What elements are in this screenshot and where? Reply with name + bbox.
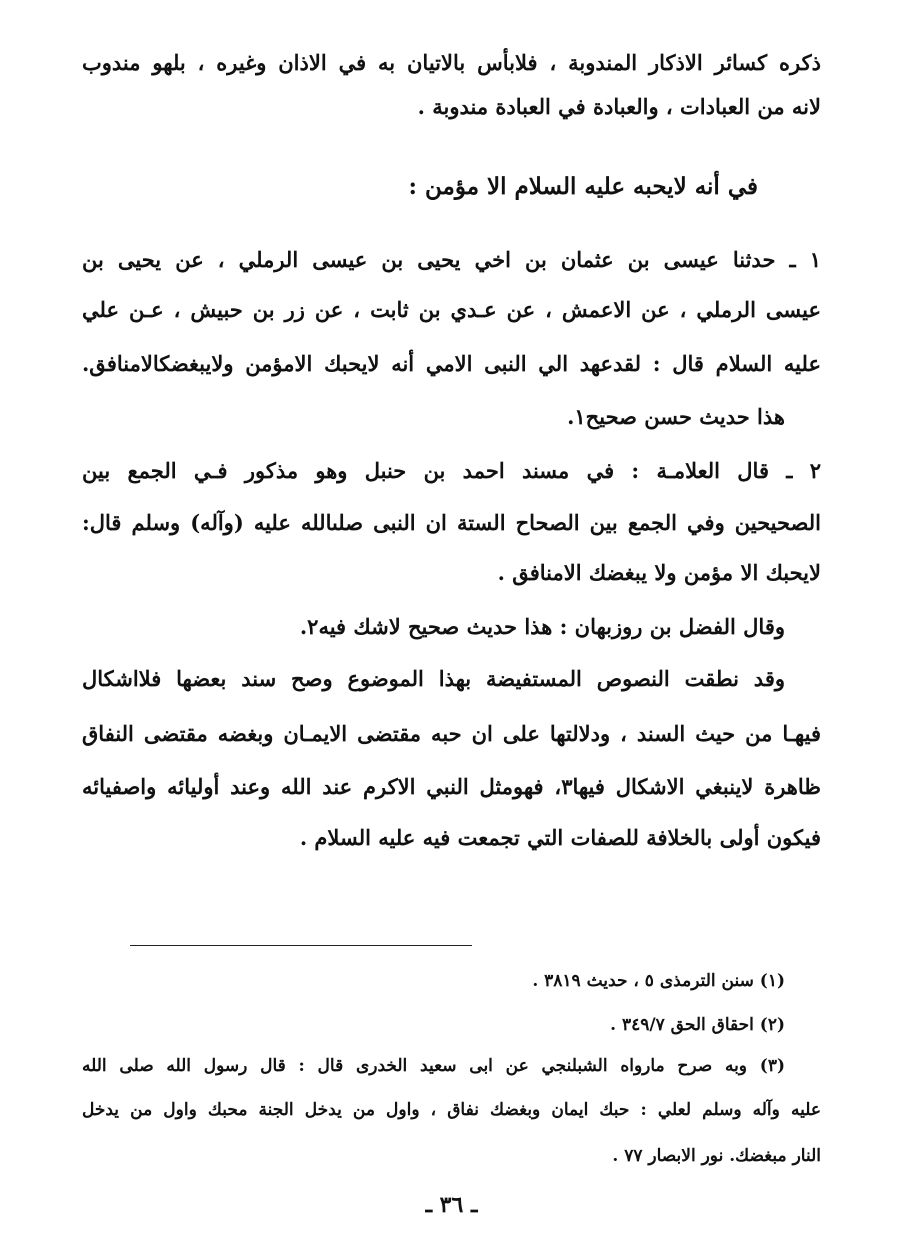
hadith1-line-2: عيسى الرملي ، عن الاعمش ، عن عـدي بن ثابت ، عن زر بن حبيش ، عـن علي (82, 297, 821, 322)
hadith1-line-4: هذا حديث حسن صحيح١. (567, 404, 785, 429)
footnote-1: (١) سنن الترمذى ٥ ، حديث ٣٨١٩ . (532, 971, 785, 991)
footnote-2: (٢) احقاق الحق ٣٤٩/٧ . (610, 1015, 785, 1035)
page-number: ـ ٣٦ ـ (425, 1192, 478, 1218)
footnote-3-line-1: (٣) وبه صرح مارواه الشبلنجي عن ابى سعيد الخدرى قال : قال رسول الله صلى الله (82, 1056, 785, 1076)
paragraph-line-3: ظاهرة لاينبغي الاشكال فيها٣، فهومثل النبي الاكرم عند الله وعند أوليائه واصفيائه (82, 774, 821, 799)
footnote-3-line-2: عليه وآله وسلم لعلي : حبك ايمان وبغضك نفاق ، واول من يدخل الجنة محبك واول من يدخل (82, 1100, 821, 1120)
intro-line-2: لانه من العبادات ، والعبادة في العبادة مندوبة . (417, 94, 821, 119)
hadith2-line-2: الصحيحين وفي الجمع بين الصحاح الستة ان النبى صلىالله عليه (وآله) وسلم قال: (82, 510, 821, 535)
paragraph-line-2: فيهـا من حيث السند ، ودلالتها على ان حبه مقتضى الايمـان وبغضه مقتضى النفاق (82, 721, 821, 746)
intro-line-1: ذكره كسائر الاذكار المندوبة ، فلابأس بالاتيان به في الاذان وغيره ، بلهو مندوب (82, 50, 821, 75)
paragraph-line-1: وقد نطقت النصوص المستفيضة بهذا الموضوع وصح سند بعضها فلااشكال (82, 666, 785, 691)
hadith1-line-1: ١ ـ حدثنا عيسى بن عثمان بن اخي يحيى بن عيسى الرملي ، عن يحيى بن (82, 247, 821, 272)
hadith2-line-3: لايحبك الا مؤمن ولا يبغضك الامنافق . (497, 560, 821, 585)
footnote-divider (130, 945, 472, 946)
paragraph-line-4: فيكون أولى بالخلافة للصفات التي تجمعت فيه عليه السلام . (299, 825, 821, 850)
footnote-3-line-3: النار مبغضك. نور الابصار ٧٧ . (612, 1146, 821, 1166)
hadith2-line-4: وقال الفضل بن روزبهان : هذا حديث صحيح لاشك فيه٢. (299, 614, 785, 639)
section-title: في أنه لايحبه عليه السلام الا مؤمن : (408, 173, 758, 200)
hadith2-line-1: ٢ ـ قال العلامـة : في مسند احمد بن حنبل وهو مذكور فـي الجمع بين (82, 458, 821, 483)
hadith1-line-3: عليه السلام قال : لقدعهد الي النبى الامي أنه لايحبك الامؤمن ولايبغضكالامنافق. (82, 351, 821, 376)
